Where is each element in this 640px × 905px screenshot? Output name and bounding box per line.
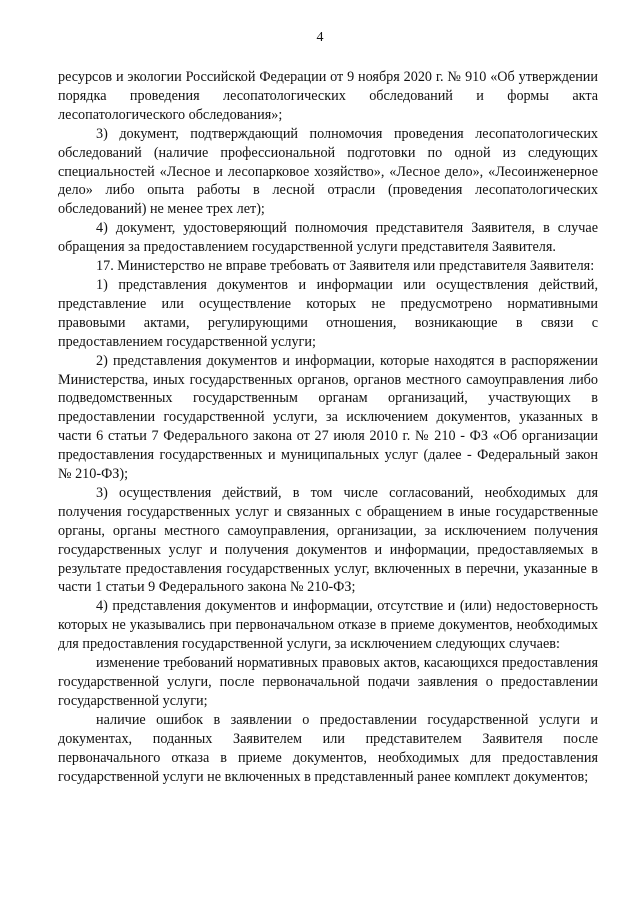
- paragraph-continuation: ресурсов и экологии Российской Федерации от 9 ноября 2020 г. № 910 «Об утверждении порядка проведения лесопатологических обследований и формы акта лесопатологического обследования»;: [58, 69, 598, 123]
- paragraph-clause-17-item-1: 1) представления документов и информации или осуществления действий, представление или осуществление которых не предусмотрено нормативными правовыми актами, регулирующими отношения, возникающие в связи с предоставлением государственной услуги;: [58, 276, 598, 350]
- paragraph-exception-application-errors: наличие ошибок в заявлении о предоставлении государственной услуги и документах, поданных Заявителем или представителем Заявителя после первоначального отказа в приеме документов, необходимых для предоставления государственной услуги не включенных в представленный ранее комплект документов;: [58, 711, 598, 785]
- document-body: [58, 68, 598, 786]
- paragraph-clause-17-item-3: 3) осуществления действий, в том числе согласований, необходимых для получения государственных услуг и связанных с обращением в иные государственные органы, органы местного самоуправления, организации, за исключением получения государственных услуг и получения документов и информации, предоставляемых в результате предоставления государственных услуг, включенных в перечни, указанные в части 1 статьи 9 Федерального закона № 210-ФЗ;: [58, 484, 598, 596]
- paragraph-exception-requirements-change: изменение требований нормативных правовых актов, касающихся предоставления государственной услуги, после первоначальной подачи заявления о предоставлении государственной услуги;: [58, 655, 598, 709]
- paragraph-clause-17: 17. Министерство не вправе требовать от Заявителя или представителя Заявителя:: [96, 258, 595, 275]
- paragraph-clause-17-item-4: 4) представления документов и информации, отсутствие и (или) недостоверность которых не указывались при первоначальном отказе в приеме документов, необходимых для предоставления государственной услуги, за исключением следующих случаев:: [58, 598, 598, 653]
- page-number: 4: [316, 30, 324, 45]
- paragraph-item-4-representative-authority: 4) документ, удостоверяющий полномочия представителя Заявителя, в случае обращения за предоставлением государственной услуги представителя Заявителя.: [58, 220, 598, 256]
- paragraph-clause-17-item-2: 2) представления документов и информации, которые находятся в распоряжении Министерства, иных государственных органов, органов местного самоуправления либо подведомственных государственным органам организаций, участвующих в предоставлении государственной услуги, за исключением документов, указанных в части 6 статьи 7 Федерального закона от 27 июля 2010 г. № 210 - ФЗ «Об организации предоставления государственных и муниципальных услуг (далее - Федеральный закон № 210-ФЗ);: [58, 352, 598, 483]
- paragraph-item-3-qualification-document: 3) документ, подтверждающий полномочия проведения лесопатологических обследований (наличие профессиональной подготовки по одной из следующих специальностей «Лесное и лесопарковое хозяйство», «Лесное дело», «Лесоинженерное дело» либо опыта работы в лесной отрасли (проведения лесопатологических обследований) не менее трех лет);: [58, 125, 598, 218]
